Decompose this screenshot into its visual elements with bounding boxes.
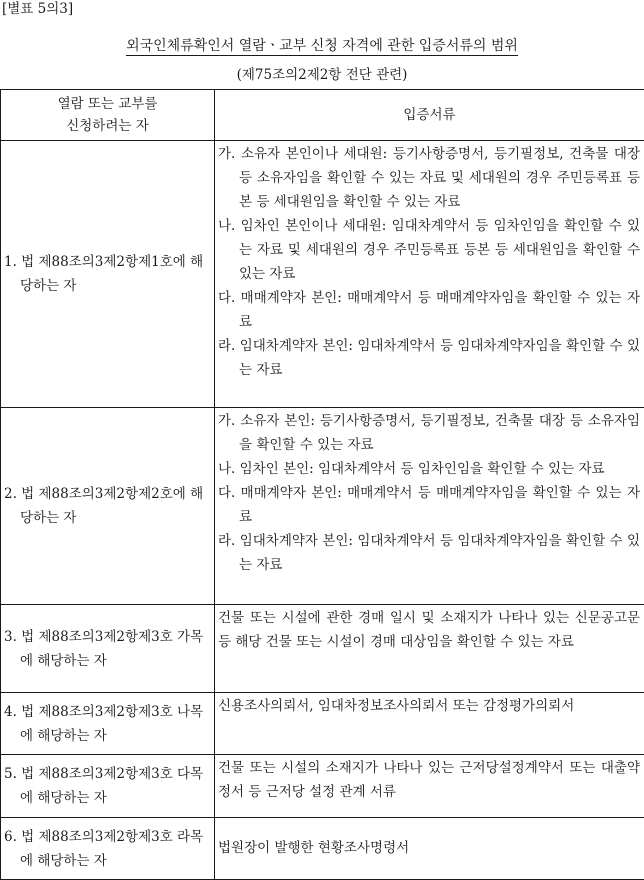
applicant-cell (1, 408, 215, 605)
documents-cell (215, 408, 644, 605)
table-row (1, 408, 644, 605)
document-item: 다. 매매계약자 본인: 매매계약서 등 매매계약자임을 확인할 수 있는 자료 (218, 481, 640, 529)
documents-cell (215, 141, 644, 408)
applicant-cell (1, 818, 215, 880)
applicant-text: 2. 법 제88조의3제2항제2호에 해당하는 자 (4, 482, 210, 530)
documents-table (0, 89, 644, 880)
applicant-cell (1, 141, 215, 408)
applicant-text: 3. 법 제88조의3제2항제3호 가목에 해당하는 자 (4, 625, 210, 673)
documents-cell (215, 755, 644, 818)
table-row (1, 818, 644, 880)
document-item: 나. 임차인 본인: 임대차계약서 등 임차인임을 확인할 수 있는 자료 (218, 457, 640, 481)
annex-tag: [별표 5의3] (2, 0, 73, 18)
applicant-cell (1, 693, 215, 755)
document-text: 건물 또는 시설의 소재지가 나타나 있는 근저당설정계약서 또는 대출약정서 등 근저당 설정 관계 서류 (218, 756, 640, 804)
applicant-text: 4. 법 제88조의3제2항제3호 나목에 해당하는 자 (4, 700, 210, 748)
header-documents: 입증서류 (215, 90, 644, 141)
document-item: 나. 임차인 본인이나 세대원: 임대차계약서 등 임차인임을 확인할 수 있는 자료 및 세대원의 경우 주민등록표 등본 등 세대원임을 확인할 수 있는 자료 (218, 214, 640, 286)
applicant-text: 6. 법 제88조의3제2항제3호 라목에 해당하는 자 (4, 825, 210, 873)
document-text: 건물 또는 시설에 관한 경매 일시 및 소재지가 나타나 있는 신문공고문 등 해당 건물 또는 시설이 경매 대상임을 확인할 수 있는 자료 (218, 606, 640, 654)
document-text: 법원장이 발행한 현황조사명령서 (218, 836, 640, 860)
documents-cell (215, 605, 644, 693)
applicant-text: 5. 법 제88조의3제2항제3호 다목에 해당하는 자 (4, 762, 210, 810)
header-applicant-line1: 열람 또는 교부를 (1, 93, 214, 115)
documents-cell (215, 693, 644, 755)
document-subtitle: (제75조의2제2항 전단 관련) (0, 66, 644, 84)
applicant-text: 1. 법 제88조의3제2항제1호에 해당하는 자 (4, 250, 210, 298)
document-title-text: 외국인체류확인서 열람ㆍ교부 신청 자격에 관한 입증서류의 범위 (126, 38, 518, 56)
document-title (0, 36, 644, 56)
header-applicant (1, 90, 215, 141)
table-row (1, 693, 644, 755)
document-item: 가. 소유자 본인: 등기사항증명서, 등기필정보, 건축물 대장 등 소유자임을 확인할 수 있는 자료 (218, 409, 640, 457)
table-header-row (1, 90, 644, 141)
header-applicant-line2: 신청하려는 자 (1, 115, 214, 137)
document-text: 신용조사의뢰서, 임대차정보조사의뢰서 또는 감정평가의뢰서 (218, 694, 640, 718)
documents-cell (215, 818, 644, 880)
applicant-cell (1, 755, 215, 818)
document-item: 라. 임대차계약자 본인: 임대차계약서 등 임대차계약자임을 확인할 수 있는 자료 (218, 334, 640, 382)
applicant-cell (1, 605, 215, 693)
document-item: 라. 임대차계약자 본인: 임대차계약서 등 임대차계약자임을 확인할 수 있는 자료 (218, 529, 640, 577)
document-item: 가. 소유자 본인이나 세대원: 등기사항증명서, 등기필정보, 건축물 대장 등 소유자임을 확인할 수 있는 자료 및 세대원의 경우 주민등록표 등본 등 세대원임을 확인할 수 있는 자료 (218, 142, 640, 214)
table-row (1, 141, 644, 408)
table-row (1, 755, 644, 818)
document-item: 다. 매매계약자 본인: 매매계약서 등 매매계약자임을 확인할 수 있는 자료 (218, 286, 640, 334)
table-row (1, 605, 644, 693)
